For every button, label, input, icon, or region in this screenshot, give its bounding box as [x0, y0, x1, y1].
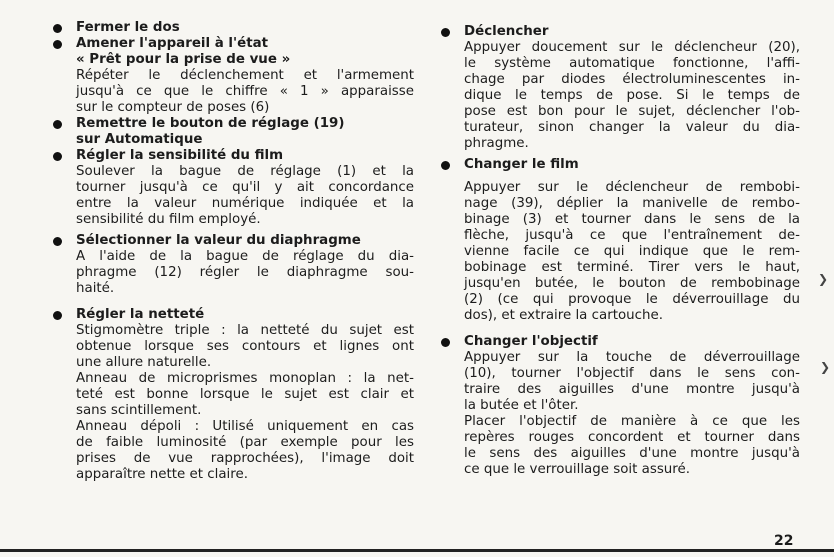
body-line: binage (3) et tourner dans le sens de la: [464, 212, 800, 227]
body-line: Appuyer doucement sur le déclencheur (20),: [464, 40, 800, 55]
step-film-speed: [52, 148, 414, 228]
bullet-icon: [53, 40, 62, 49]
body-line: dos), et extraire la cartouche.: [464, 308, 663, 323]
bullet-icon: [53, 237, 62, 246]
body-line: sur le compteur de poses (6): [76, 100, 270, 115]
edge-mark: ❯: [818, 272, 829, 286]
body-line: Anneau dépoli : Utilisé uniquement en cas: [76, 419, 414, 434]
step-reset-dial: [52, 116, 414, 148]
body-line: (2) (ce qui provoque le déverrouillage du: [464, 292, 800, 307]
body-line: jusqu'en butée, le bouton de rembobinage: [464, 276, 800, 291]
bottom-rule: [0, 549, 834, 552]
body-line: Placer l'objectif de manière à ce que les: [464, 414, 800, 429]
body-line: teté est bonne lorsque le sujet est clair et: [76, 387, 414, 402]
bullet-icon: [441, 338, 450, 347]
step-release: [440, 24, 800, 152]
body-line: A l'aide de la bague de réglage du dia-: [76, 249, 414, 264]
body-line: apparaître nette et claire.: [76, 467, 248, 482]
body-line: haité.: [76, 281, 115, 296]
body-line: Soulever la bague de réglage (1) et la: [76, 164, 414, 179]
body-line: le sens des aiguilles d'une montre jusqu'à: [464, 446, 800, 461]
body-line: Appuyer sur la touche de déverrouillage: [464, 350, 800, 365]
step-ready-state: [52, 36, 414, 116]
bullet-icon: [53, 152, 62, 161]
body-line: de faible luminosité (par exemple pour les: [76, 435, 414, 450]
step-change-lens: [440, 334, 800, 478]
step-heading: Fermer le dos: [76, 20, 180, 35]
page-number: 22: [774, 533, 794, 549]
step-heading: Régler la netteté: [76, 307, 205, 322]
body-line: prises de vue rapprochées), l'image doit: [76, 451, 414, 466]
body-line: Appuyer sur le déclencheur de rembobi-: [464, 180, 800, 195]
bullet-icon: [53, 120, 62, 129]
step-focus: [52, 307, 414, 483]
body-line: phragme (12) régler le diaphragme sou-: [76, 265, 414, 280]
body-line: entre la valeur numérique indiquée et la: [76, 196, 414, 211]
left-column: [52, 20, 414, 483]
body-line: dique le temps de pose. Si le temps de: [464, 88, 800, 103]
body-line: phragme.: [464, 136, 529, 151]
step-heading: Déclencher: [464, 24, 549, 39]
step-heading: Amener l'appareil à l'état: [76, 36, 269, 51]
step-change-film: [440, 157, 800, 324]
body-line: turateur, sinon changer la valeur du dia-: [464, 120, 800, 135]
body-line: jusqu'à ce que le chiffre « 1 » apparaisse: [76, 84, 414, 99]
step-heading: Remettre le bouton de réglage (19): [76, 116, 345, 131]
step-heading-sub: sur Automatique: [76, 132, 203, 147]
step-close-back: [52, 20, 414, 36]
body-line: sensibilité du film employé.: [76, 212, 261, 227]
body-line: vienne facile ce qui indique que le rem-: [464, 244, 800, 259]
body-line: ce que le verrouillage soit assuré.: [464, 462, 690, 477]
body-line: une allure naturelle.: [76, 355, 212, 370]
body-line: pose est bon pour le sujet, déclencher l'ob-: [464, 104, 800, 119]
bullet-icon: [441, 28, 450, 37]
body-line: flèche, jusqu'à ce que l'entraînement de-: [464, 228, 800, 243]
step-heading: Régler la sensibilité du film: [76, 148, 284, 163]
body-line: Stigmomètre triple : la netteté du sujet est: [76, 323, 414, 338]
step-heading: Changer l'objectif: [464, 334, 598, 349]
body-line: traire des aiguilles d'une montre jusqu'à: [464, 382, 800, 397]
body-line: nage (39), déplier la manivelle de rembo-: [464, 196, 800, 211]
body-line: bobinage est terminé. Tirer vers le haut,: [464, 260, 800, 275]
step-aperture: [52, 233, 414, 297]
right-column: [440, 20, 800, 478]
body-line: Anneau de microprismes monoplan : la net-: [76, 371, 414, 386]
step-heading-sub: « Prêt pour la prise de vue »: [76, 52, 291, 67]
body-line: le système automatique fonctionne, l'affi-: [464, 56, 800, 71]
body-line: repères rouges concordent et tourner dans: [464, 430, 800, 445]
body-line: tourner jusqu'à ce qu'il y ait concordance: [76, 180, 414, 195]
bullet-icon: [53, 311, 62, 320]
body-line: chage par diodes électroluminescentes in-: [464, 72, 800, 87]
body-line: la butée et l'ôter.: [464, 398, 579, 413]
edge-mark: ❯: [820, 360, 831, 374]
bullet-icon: [53, 24, 62, 33]
body-line: Répéter le déclenchement et l'armement: [76, 68, 414, 83]
step-heading: Sélectionner la valeur du diaphragme: [76, 233, 361, 248]
bullet-icon: [441, 161, 450, 170]
body-line: (10), tourner l'objectif dans le sens con-: [464, 366, 800, 381]
body-line: sans scintillement.: [76, 403, 202, 418]
step-heading: Changer le film: [464, 157, 579, 172]
body-line: obtenue lorsque ses contours et lignes ont: [76, 339, 414, 354]
